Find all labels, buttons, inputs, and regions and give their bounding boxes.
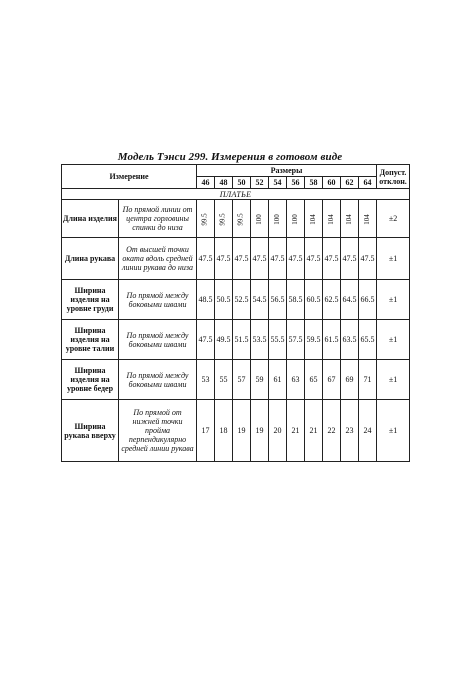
value-cell: 47.5: [305, 238, 323, 280]
value-text: 99.5: [237, 213, 245, 226]
table-row: [62, 200, 410, 238]
value-cell: 58.5: [287, 280, 305, 320]
value-cell: 64.5: [341, 280, 359, 320]
table-row: [62, 320, 410, 360]
sizes-header: Размеры: [197, 165, 377, 177]
value-text: 100: [255, 214, 263, 225]
value-cell: 23: [341, 400, 359, 462]
value-text: 99.5: [219, 213, 227, 226]
value-cell: 62.5: [323, 280, 341, 320]
value-cell: 67: [323, 360, 341, 400]
value-cell: 47.5: [215, 238, 233, 280]
value-cell: 19: [251, 400, 269, 462]
tolerance-cell: ±1: [377, 238, 410, 280]
value-cell: 51.5: [233, 320, 251, 360]
measurement-method: По прямой линии от центра горловины спинки до низа: [119, 200, 197, 238]
value-cell: 18: [215, 400, 233, 462]
value-cell: [305, 200, 323, 238]
size-header-cell: 46: [197, 177, 215, 189]
value-cell: 63.5: [341, 320, 359, 360]
value-cell: 47.5: [359, 238, 377, 280]
value-cell: 69: [341, 360, 359, 400]
measurement-method: По прямой от нижней точки пройма перпендикулярно средней линии рукава: [119, 400, 197, 462]
value-cell: 53.5: [251, 320, 269, 360]
measurement-name: Длина изделия: [62, 200, 119, 238]
size-header-cell: 64: [359, 177, 377, 189]
value-cell: 47.5: [341, 238, 359, 280]
value-cell: 48.5: [197, 280, 215, 320]
value-cell: 17: [197, 400, 215, 462]
value-text: 104: [327, 214, 335, 225]
tolerance-header: Допуст. отклон.: [377, 165, 410, 189]
tolerance-cell: ±1: [377, 360, 410, 400]
value-cell: 61: [269, 360, 287, 400]
tolerance-cell: ±1: [377, 320, 410, 360]
value-cell: [269, 200, 287, 238]
value-cell: 59: [251, 360, 269, 400]
value-cell: 66.5: [359, 280, 377, 320]
value-text: 99.5: [201, 213, 209, 226]
value-cell: 21: [287, 400, 305, 462]
measurements-table: [61, 164, 410, 462]
measurement-name: Ширина изделия на уровне груди: [62, 280, 119, 320]
size-header-cell: 50: [233, 177, 251, 189]
value-cell: 57.5: [287, 320, 305, 360]
value-cell: 52.5: [233, 280, 251, 320]
size-header-cell: 52: [251, 177, 269, 189]
value-cell: 47.5: [197, 320, 215, 360]
value-cell: 63: [287, 360, 305, 400]
measurement-header: Измерение: [62, 165, 197, 189]
value-text: 104: [363, 214, 372, 225]
value-cell: 54.5: [251, 280, 269, 320]
value-cell: 21: [305, 400, 323, 462]
value-text: 104: [345, 214, 353, 225]
value-cell: 47.5: [197, 238, 215, 280]
value-cell: [341, 200, 359, 238]
value-cell: [233, 200, 251, 238]
measurement-name: Длина рукава: [62, 238, 119, 280]
value-text: 100: [291, 214, 299, 225]
section-label: ПЛАТЬЕ: [62, 189, 410, 200]
value-cell: 49.5: [215, 320, 233, 360]
value-cell: 47.5: [269, 238, 287, 280]
value-cell: 19: [233, 400, 251, 462]
table-row: [62, 238, 410, 280]
value-cell: [287, 200, 305, 238]
value-cell: 20: [269, 400, 287, 462]
value-cell: [359, 200, 377, 238]
measurement-method: По прямой между боковыми швами: [119, 320, 197, 360]
value-cell: 71: [359, 360, 377, 400]
value-cell: 65.5: [359, 320, 377, 360]
measurement-name: Ширина рукава вверху: [62, 400, 119, 462]
value-cell: 59.5: [305, 320, 323, 360]
size-header-cell: 56: [287, 177, 305, 189]
value-cell: 61.5: [323, 320, 341, 360]
value-cell: [197, 200, 215, 238]
size-header-cell: 58: [305, 177, 323, 189]
tolerance-cell: ±1: [377, 280, 410, 320]
table-row: [62, 280, 410, 320]
table-row: [62, 360, 410, 400]
value-text: 100: [273, 214, 281, 225]
tolerance-cell: ±1: [377, 400, 410, 462]
value-text: 104: [309, 214, 317, 225]
size-header-cell: 48: [215, 177, 233, 189]
size-header-cell: 54: [269, 177, 287, 189]
measurement-method: По прямой между боковыми швами: [119, 360, 197, 400]
measurement-method: По прямой между боковыми швами: [119, 280, 197, 320]
value-cell: 47.5: [287, 238, 305, 280]
value-cell: 22: [323, 400, 341, 462]
header-row: [62, 165, 410, 177]
tolerance-cell: ±2: [377, 200, 410, 238]
size-header-cell: 60: [323, 177, 341, 189]
measurement-method: От высшей точки оката вдоль средней линии рукава до низа: [119, 238, 197, 280]
value-cell: 47.5: [251, 238, 269, 280]
value-cell: 53: [197, 360, 215, 400]
value-cell: 57: [233, 360, 251, 400]
value-cell: 47.5: [323, 238, 341, 280]
value-cell: 24: [359, 400, 377, 462]
value-cell: 55: [215, 360, 233, 400]
section-row: [62, 189, 410, 200]
measurement-name: Ширина изделия на уровне бедер: [62, 360, 119, 400]
table-row: [62, 400, 410, 462]
size-header-cell: 62: [341, 177, 359, 189]
page-title: Модель Тэнси 299. Измерения в готовом виде: [117, 151, 343, 163]
value-cell: 50.5: [215, 280, 233, 320]
value-cell: [215, 200, 233, 238]
value-cell: [323, 200, 341, 238]
value-cell: 60.5: [305, 280, 323, 320]
measurement-name: Ширина изделия на уровне талии: [62, 320, 119, 360]
value-cell: 47.5: [233, 238, 251, 280]
value-cell: [251, 200, 269, 238]
value-cell: 65: [305, 360, 323, 400]
value-cell: 56.5: [269, 280, 287, 320]
value-cell: 55.5: [269, 320, 287, 360]
